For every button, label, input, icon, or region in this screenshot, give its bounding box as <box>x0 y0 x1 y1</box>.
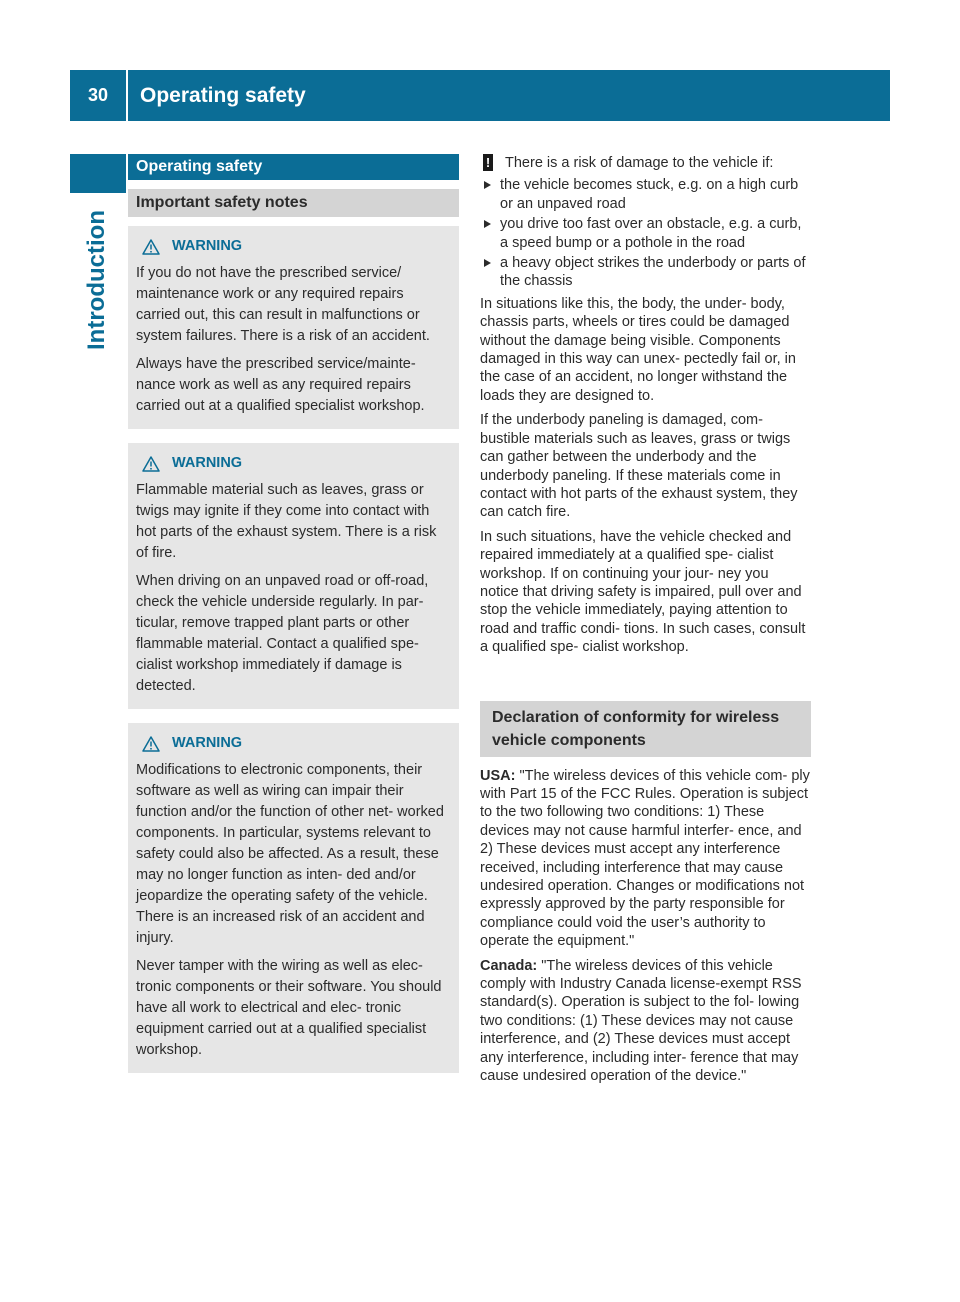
warning-paragraph: Never tamper with the wiring as well as elec- tronic components or their software. You should have all work to electrical and elec- tronic equipment carried out at a qualified specialist workshop. <box>136 958 442 1058</box>
notice-intro: There is a risk of damage to the vehicle if: <box>505 155 774 171</box>
list-item: a heavy object strikes the underbody or parts of the chassis <box>480 254 811 291</box>
side-tab-marker <box>70 154 126 193</box>
canada-statement <box>480 957 811 1086</box>
page-header-title: Operating safety <box>128 70 890 121</box>
warning-paragraph: When driving on an unpaved road or off-road, check the vehicle underside regularly. In par- ticular, remove trapped plant parts or other flammable material. Contact a qualified spe- cialist workshop immediately if damage is detected. <box>136 573 429 694</box>
canada-label: Canada: <box>480 957 538 974</box>
warning-box <box>128 443 459 709</box>
right-column <box>480 154 811 1091</box>
warning-triangle-icon <box>142 239 160 255</box>
warning-triangle-icon <box>142 736 160 752</box>
warning-triangle-icon <box>142 456 160 472</box>
body-paragraph: In such situations, have the vehicle checked and repaired immediately at a qualified spe- cialist workshop. If on continuing your jour- ney you notice that driving safety is impaired, pull over and stop the vehicle immediately, paying attention to road and traffic condi- tions. In such cases, consult a qualified spe- cialist workshop. <box>480 528 806 656</box>
warning-header <box>136 733 451 754</box>
warning-label: WARNING <box>172 455 243 471</box>
subsection-title: Important safety notes <box>128 189 459 217</box>
section-title: Operating safety <box>128 154 459 180</box>
notice <box>480 154 811 172</box>
declaration-heading <box>480 701 811 757</box>
warning-paragraph: Flammable material such as leaves, grass or twigs may ignite if they come into contact with hot parts of the exhaust system. There is a risk of fire. <box>136 482 437 561</box>
page-number: 30 <box>70 70 126 121</box>
warning-paragraph: Always have the prescribed service/mainte- nance work as well as any required repairs carried out at a qualified specialist workshop. <box>136 356 425 414</box>
warning-box <box>128 226 459 429</box>
declaration-title-line: Declaration of conformity for wireless <box>492 708 780 726</box>
body-paragraph: If the underbody paneling is damaged, com- bustible materials such as leaves, grass or twigs can gather between the underbody and the underbody paneling. If these materials come in contact with hot parts of the exhaust system, they can catch fire. <box>480 412 798 521</box>
left-column <box>128 154 459 1073</box>
declaration-title-line: vehicle components <box>492 731 646 749</box>
warning-paragraph: Modifications to electronic components, their software as well as wiring can impair their function and/or the function of other net- worked components. In particular, systems relevant to safety could also be affected. As a result, these may no longer function as inten- ded and/or jeopardize the operating safety of the vehicle. There is an increased risk of an accident and injury. <box>136 762 444 946</box>
body-paragraph: In situations like this, the body, the under- body, chassis parts, wheels or tires could be damaged without the damage being visible. Components damaged in this way can unex- pectedly fail or, in the case of an accident, no longer withstand the loads they are designed to. <box>480 295 796 404</box>
usa-text: "The wireless devices of this vehicle com- ply with Part 15 of the FCC Rules. Operation is subject to the two following two conditions: 1) These devices may not cause harmful interfer- ence, and 2) These devices must accept any interference received, including interference that may cause undesired operation. Changes or modifications not expressly approved by the party responsible for compliance could void the user’s authority to operate the equipment." <box>480 767 810 950</box>
canada-text: "The wireless devices of this vehicle comply with Industry Canada license-exempt RSS standard(s). Operation is subject to the fol- lowing two conditions: (1) These devices may not cause interference, and (2) These devices must accept any interference, including inter- ference that may cause undesired operation of the device." <box>480 957 802 1085</box>
bullet-list <box>480 176 811 290</box>
side-tab-label: Introduction <box>83 210 110 350</box>
list-item: you drive too fast over an obstacle, e.g. a curb, a speed bump or a pothole in the road <box>480 215 811 252</box>
list-item: the vehicle becomes stuck, e.g. on a high curb or an unpaved road <box>480 176 811 213</box>
usa-label: USA: <box>480 767 516 784</box>
warning-box <box>128 723 459 1073</box>
usa-statement <box>480 767 811 951</box>
warning-label: WARNING <box>172 735 243 751</box>
warning-header <box>136 236 451 257</box>
warning-label: WARNING <box>172 238 243 254</box>
exclamation-icon: ! <box>483 154 493 171</box>
warning-header <box>136 453 451 474</box>
warning-paragraph: If you do not have the prescribed service/ maintenance work or any required repairs carried out, this can result in malfunctions or system failures. There is a risk of an accident. <box>136 265 430 344</box>
